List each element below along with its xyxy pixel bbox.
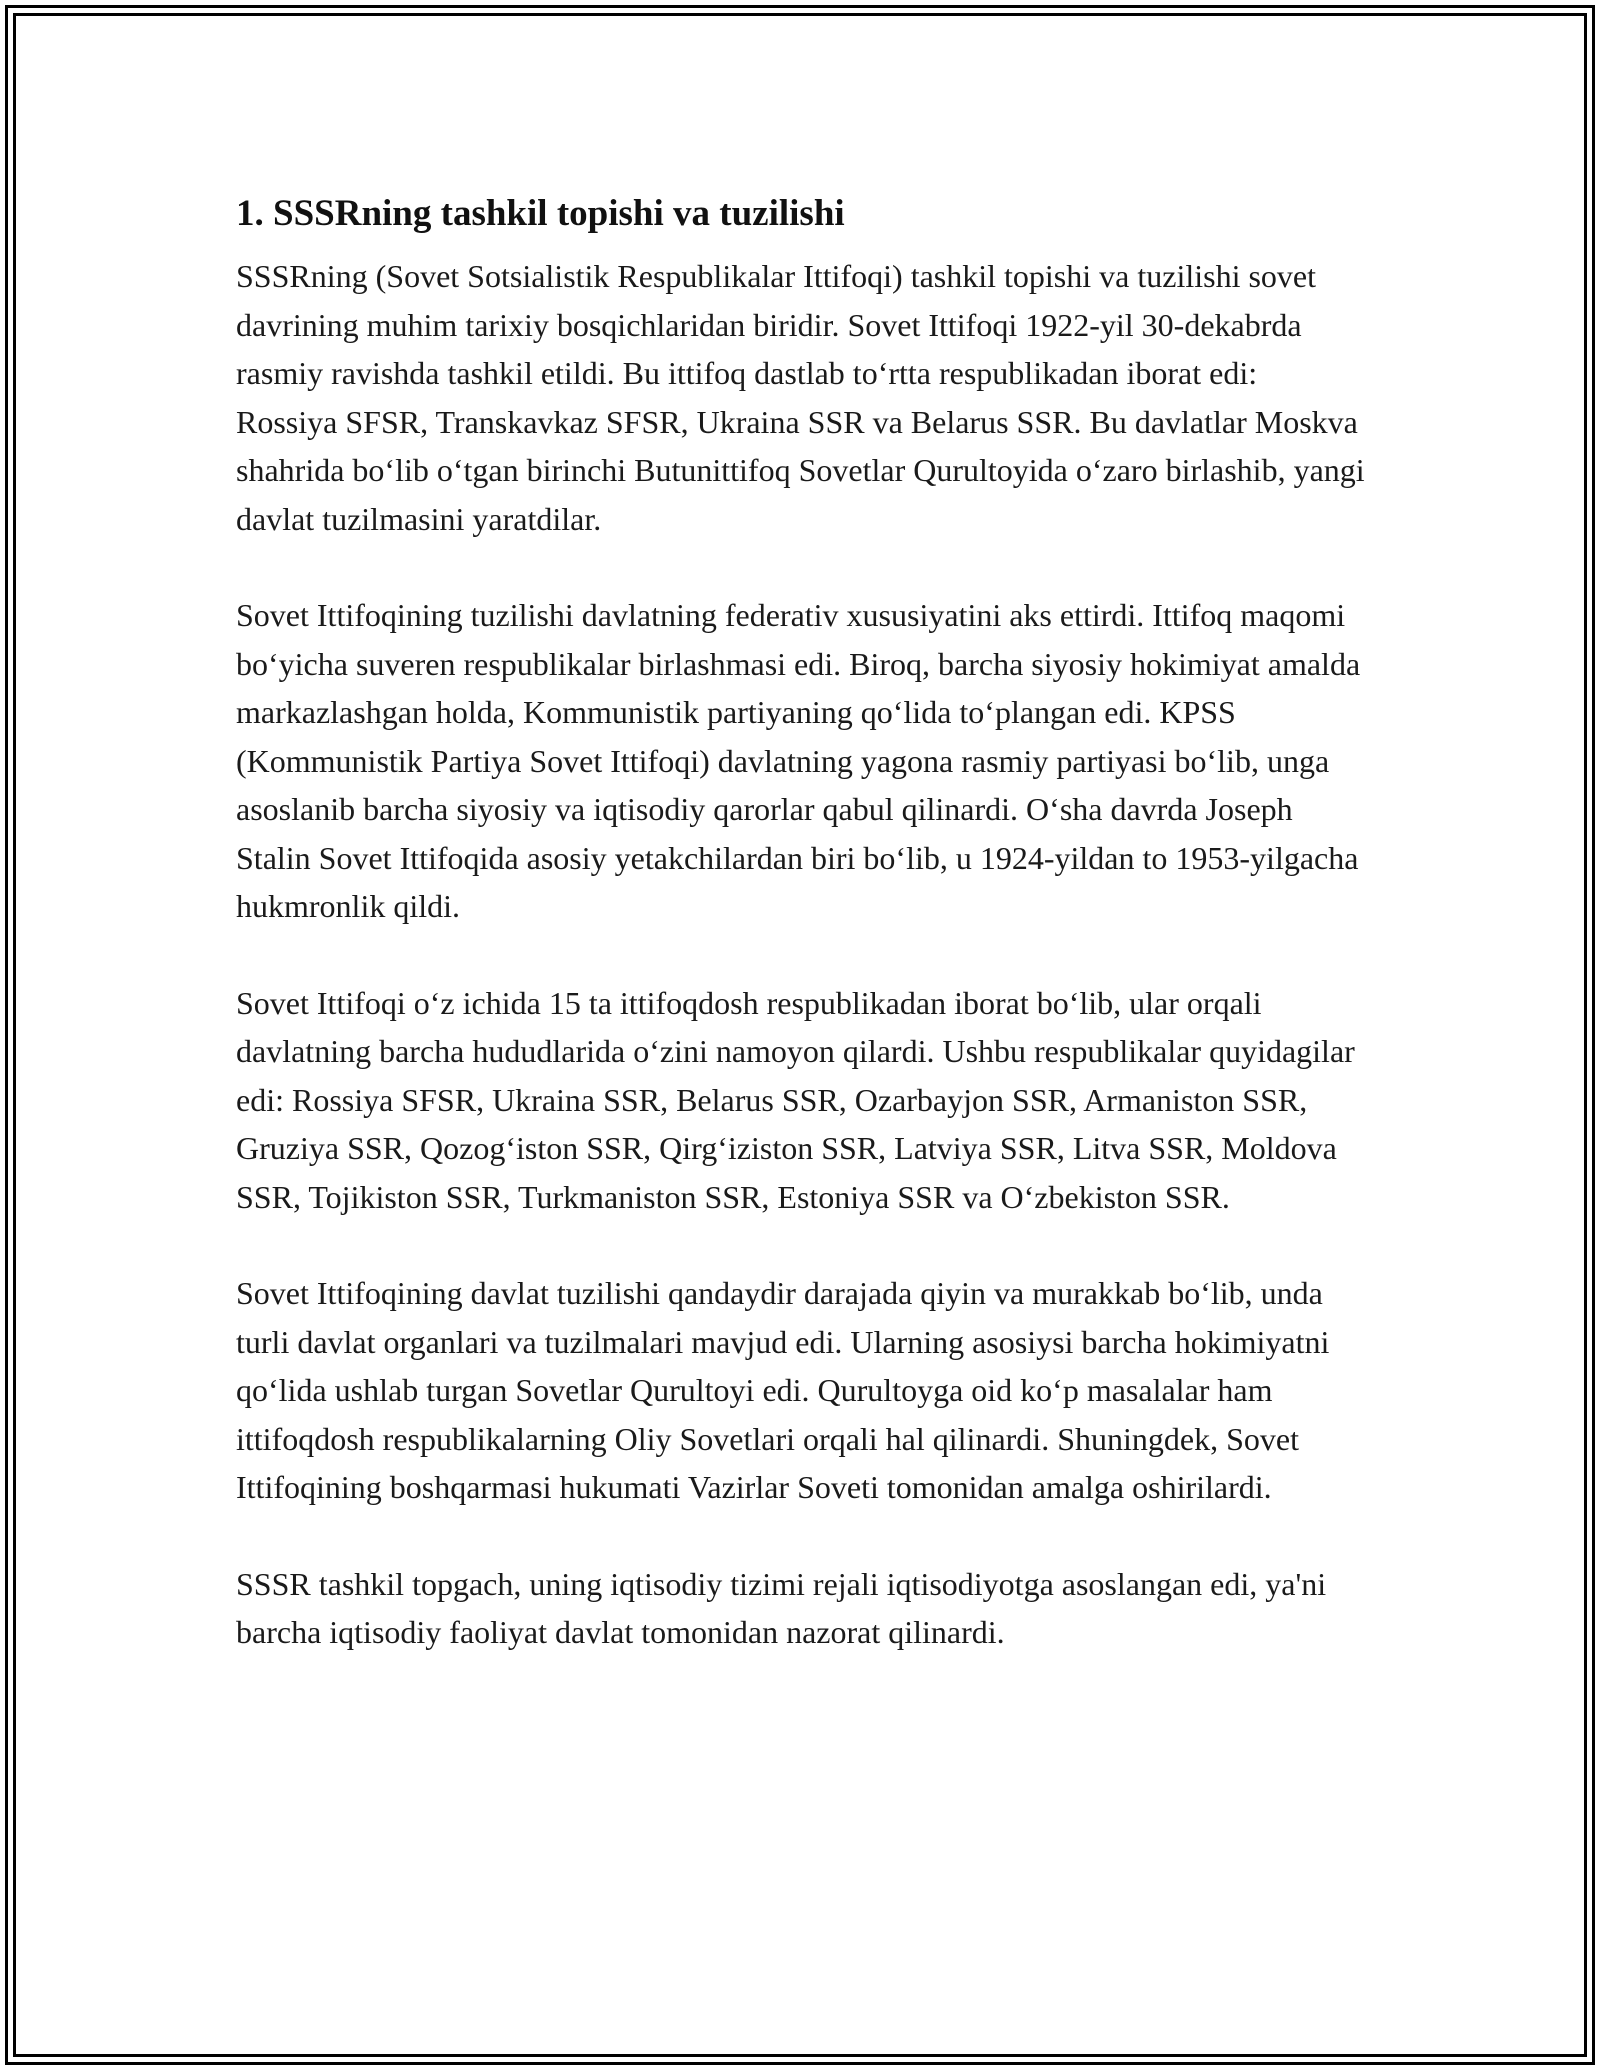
- document-body: [236, 184, 1366, 1657]
- section-heading: 1. SSSRning tashkil topishi va tuzilishi: [236, 193, 845, 234]
- paragraph-economy: SSSR tashkil topgach, uning iqtisodiy tizimi rejali iqtisodiyotga asoslangan edi, ya'ni barcha iqtisodiy faoliyat davlat tomonidan nazorat qilinardi.: [236, 1565, 1327, 1650]
- paragraph-republics: Sovet Ittifoqi o‘z ichida 15 ta ittifoqdosh respublikadan iborat bo‘lib, ular orqali davlatning barcha hududlarida o‘zini namoyon qilardi. Ushbu respublikalar quyidagilar edi: Rossiya SFSR, Ukraina SSR, Belarus SSR, Ozarbayjon SSR, Armaniston SSR, Gruziya SSR, Qozog‘iston SSR, Qirg‘iziston SSR, Latviya SSR, Litva SSR, Moldova SSR, Tojikiston SSR, Turkmaniston SSR, Estoniya SSR va O‘zbekiston SSR.: [236, 984, 1355, 1215]
- paragraph-structure: Sovet Ittifoqining tuzilishi davlatning federativ xususiyatini aks ettirdi. Ittifoq maqomi bo‘yicha suveren respublikalar birlashmasi edi. Biroq, barcha siyosiy hokimiyat amalda markazlashgan holda, Kommunistik partiyaning qo‘lida to‘plangan edi. KPSS (Kommunistik Partiya Sovet Ittifoqi) davlatning yagona rasmiy partiyasi bo‘lib, unga asoslanib barcha siyosiy va iqtisodiy qarorlar qabul qilinardi. O‘sha davrda Joseph Stalin Sovet Ittifoqida asosiy yetakchilardan biri bo‘lib, u 1924-yildan to 1953-yilgacha hukmronlik qildi.: [236, 597, 1361, 924]
- paragraph-formation: SSSRning (Sovet Sotsialistik Respublikalar Ittifoqi) tashkil topishi va tuzilishi sovet davrining muhim tarixiy bosqichlaridan biridir. Sovet Ittifoqi 1922-yil 30-dekabrda rasmiy ravishda tashkil etildi. Bu ittifoq dastlab to‘rtta respublikadan iborat edi: Rossiya SFSR, Transkavkaz SFSR, Ukraina SSR va Belarus SSR. Bu davlatlar Moskva shahrida bo‘lib o‘tgan birinchi Butunittifoq Sovetlar Qurultoyida o‘zaro birlashib, yangi davlat tuzilmasini yaratdilar.: [236, 258, 1365, 537]
- paragraph-state-organs: Sovet Ittifoqining davlat tuzilishi qandaydir darajada qiyin va murakkab bo‘lib, unda turli davlat organlari va tuzilmalari mavjud edi. Ularning asosiysi barcha hokimiyatni qo‘lida ushlab turgan Sovetlar Qurultoyi edi. Qurultoyga oid ko‘p masalalar ham ittifoqdosh respublikalarning Oliy Sovetlari orqali hal qilinardi. Shuningdek, Sovet Ittifoqining boshqarmasi hukumati Vazirlar Soveti tomonidan amalga oshirilardi.: [236, 1275, 1330, 1505]
